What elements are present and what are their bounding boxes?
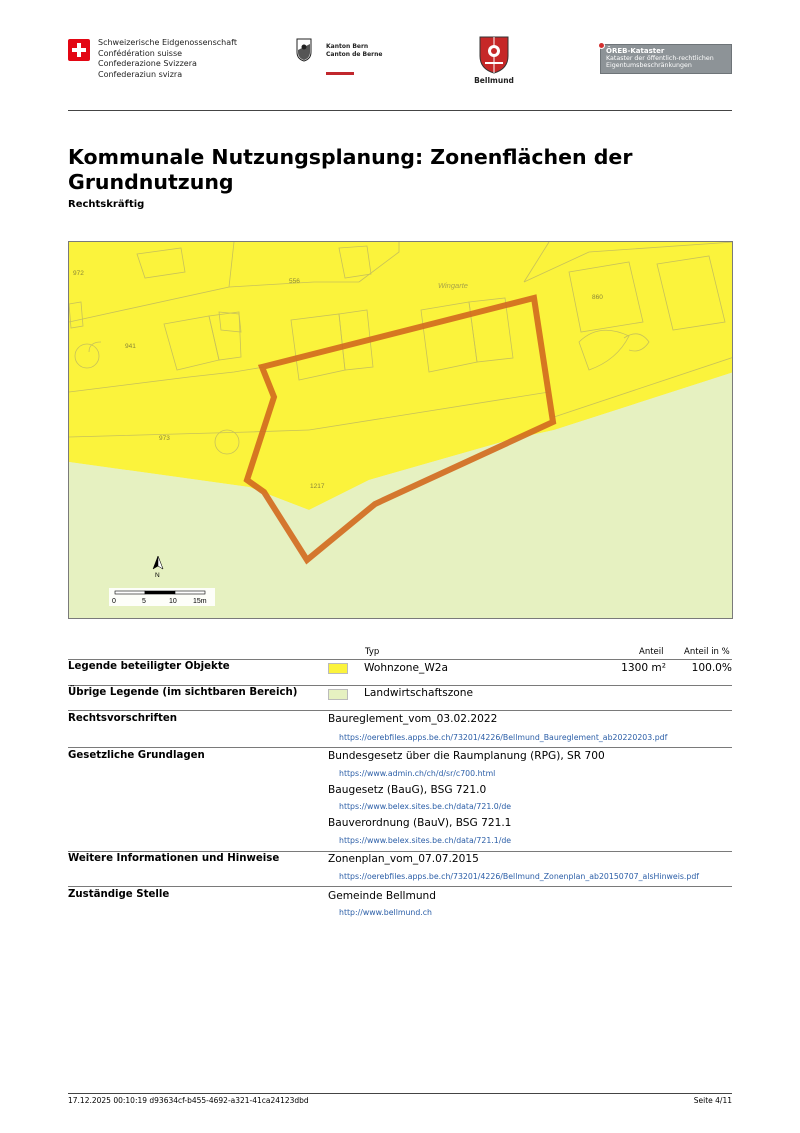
legend-area: 1300 m² <box>621 662 666 674</box>
zonenplan-link[interactable]: https://oerebfiles.apps.be.ch/73201/4226/Bellmund_Zonenplan_ab20150707_alsHinweis.pdf <box>339 872 700 881</box>
column-typ: Typ <box>365 647 380 657</box>
landwirtschaftszone-swatch <box>328 689 348 700</box>
zustaendige-stelle-label: Zuständige Stelle <box>68 889 170 900</box>
table-header <box>68 644 732 658</box>
canton-de: Kanton Bern <box>326 43 369 50</box>
divider <box>68 710 732 711</box>
parcel-972: 972 <box>73 270 84 277</box>
oereb-subtitle-2: Eigentumsbeschränkungen <box>606 62 692 70</box>
canton-name <box>326 43 382 59</box>
rechtsvorschrift-link[interactable]: https://oerebfiles.apps.be.ch/73201/4226/Bellmund_Baureglement_ab20220203.pdf <box>339 733 668 742</box>
legend-pct: 100.0% <box>691 662 732 674</box>
column-anteil-pct: Anteil in % <box>684 647 730 657</box>
rechtsvorschriften-label: Rechtsvorschriften <box>68 713 177 724</box>
divider <box>68 659 732 660</box>
municipality-name: Bellmund <box>474 76 514 85</box>
column-anteil: Anteil <box>639 647 664 657</box>
divider <box>68 886 732 887</box>
parcel-556: 556 <box>289 278 300 285</box>
parcel-860: 860 <box>592 294 603 301</box>
confederation-fr: Confédération suisse <box>98 48 183 58</box>
confederation-rm: Confederaziun svizra <box>98 69 183 79</box>
canton-fr: Canton de Berne <box>326 51 383 58</box>
legal-status: Rechtskräftig <box>68 199 145 210</box>
gesetzliche-grundlagen-label: Gesetzliche Grundlagen <box>68 750 205 761</box>
parcel-973: 973 <box>159 435 170 442</box>
map-canvas <box>69 242 733 619</box>
weitere-informationen-label: Weitere Informationen und Hinweise <box>68 853 280 864</box>
bellmund-shield-icon <box>479 36 509 74</box>
header-divider <box>68 110 732 111</box>
gemeinde-name: Gemeinde Bellmund <box>328 890 436 902</box>
parcel-941: 941 <box>125 343 136 350</box>
divider <box>68 747 732 748</box>
canton-bern-logo <box>296 38 396 78</box>
confederation-de: Schweizerische Eidgenossenschaft <box>98 38 237 47</box>
page-number: Seite 4/11 <box>693 1096 732 1105</box>
gesetz-bauv-link[interactable]: https://www.belex.sites.be.ch/data/721.1/de <box>339 836 512 845</box>
swiss-cross-icon <box>68 39 90 61</box>
oereb-kataster-logo <box>600 44 732 74</box>
scale-label-15m: 15m <box>193 598 207 605</box>
scale-label-0: 0 <box>112 598 116 605</box>
gesetz-bauv-name: Bauverordnung (BauV), BSG 721.1 <box>328 817 512 829</box>
canton-bar <box>326 72 354 75</box>
gesetz-rpg-link[interactable]: https://www.admin.ch/ch/d/sr/c700.html <box>339 769 496 778</box>
bellmund-coat-of-arms <box>468 36 520 88</box>
gesetz-baug-name: Baugesetz (BauG), BSG 721.0 <box>328 784 487 796</box>
footer-divider <box>68 1093 732 1094</box>
divider <box>68 851 732 852</box>
rechtsvorschrift-name: Baureglement_vom_03.02.2022 <box>328 713 498 725</box>
legend-label: Legende beteiligter Objekte <box>68 661 230 672</box>
zone-map <box>68 241 733 619</box>
north-label: N <box>155 572 160 579</box>
other-legend-label: Übrige Legende (im sichtbaren Bereich) <box>68 687 298 698</box>
locality-name: Wingarte <box>438 281 468 290</box>
oereb-subtitle-1: Kataster der öffentlich-rechtlichen <box>606 55 714 62</box>
oereb-title: ÖREB-Kataster <box>606 47 665 55</box>
zonenplan-name: Zonenplan_vom_07.07.2015 <box>328 853 479 865</box>
page-title: Kommunale Nutzungsplanung: Zonenflächen der Grundnutzung <box>68 145 633 194</box>
swiss-confederation-logo <box>68 38 268 88</box>
oereb-marker-icon <box>598 42 605 49</box>
legend-type: Wohnzone_W2a <box>364 662 449 674</box>
confederation-it: Confederazione Svizzera <box>98 59 197 69</box>
bern-bear-shield-icon <box>296 38 312 62</box>
gesetz-rpg-name: Bundesgesetz über die Raumplanung (RPG), SR 700 <box>328 750 605 762</box>
divider <box>68 685 732 686</box>
other-legend-type: Landwirtschaftszone <box>364 687 473 699</box>
scale-label-5: 5 <box>142 598 146 605</box>
gesetz-baug-link[interactable]: https://www.belex.sites.be.ch/data/721.0/de <box>339 802 512 811</box>
scale-label-10: 10 <box>169 598 177 605</box>
confederation-name <box>98 38 237 80</box>
page-header <box>68 36 732 92</box>
footer-timestamp-id: 17.12.2025 00:10:19 d93634cf-b455-4692-a321-41ca24123dbd <box>68 1096 309 1105</box>
parcel-1217: 1217 <box>310 483 325 490</box>
scale-bar <box>109 588 215 606</box>
gemeinde-link[interactable]: http://www.bellmund.ch <box>339 908 432 917</box>
wohnzone-swatch <box>328 663 348 674</box>
